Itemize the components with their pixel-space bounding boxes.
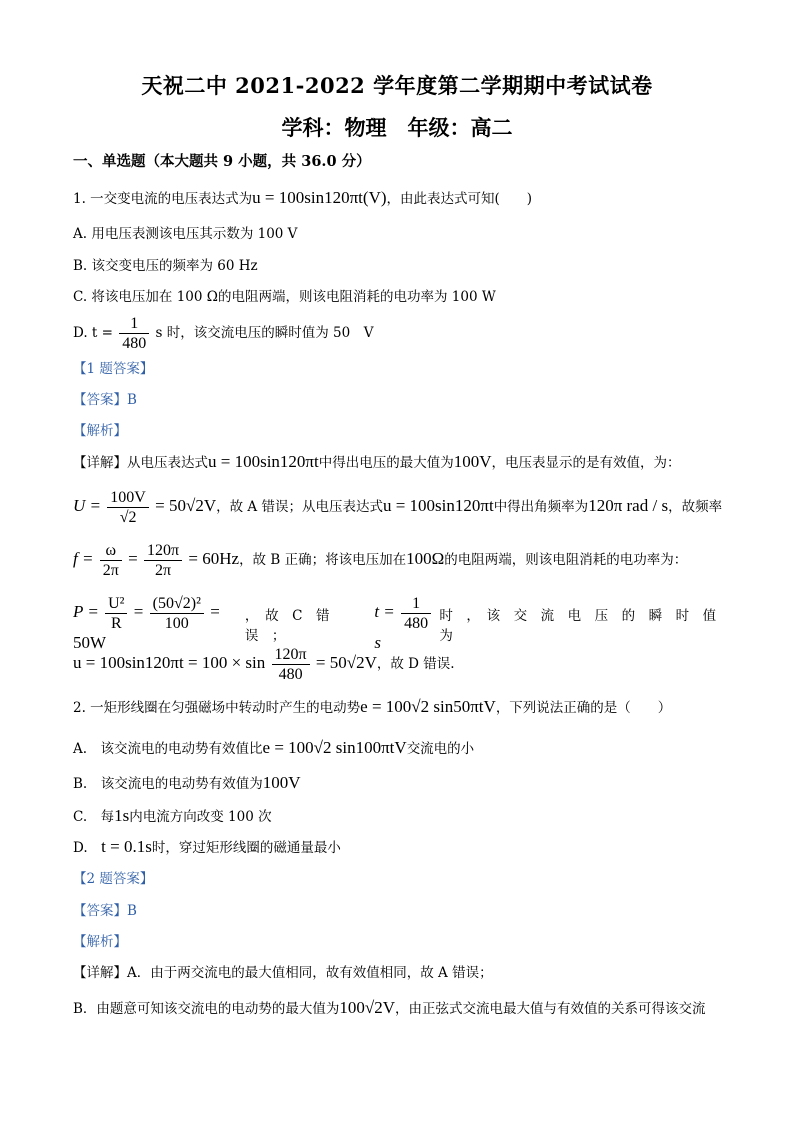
fraction-numerator: 120π bbox=[144, 541, 182, 561]
fraction bbox=[144, 541, 182, 580]
fraction-denominator: 2π bbox=[102, 562, 119, 579]
q1-detail-formula: u = 100sin120πt bbox=[208, 452, 319, 471]
q2-option-text: D. bbox=[73, 840, 102, 856]
q1-detail-text: ，故 B 正确；将该电压加在 bbox=[239, 552, 407, 568]
q1-option-d bbox=[73, 314, 374, 353]
q2-answer-text: 【答案】B bbox=[73, 903, 137, 919]
formula-part: = 60Hz bbox=[188, 549, 240, 568]
q2-option-c bbox=[73, 806, 272, 827]
fraction-denominator: 480 bbox=[122, 335, 147, 352]
q1-detail-line1 bbox=[73, 452, 681, 473]
q1-detail-line3 bbox=[73, 541, 687, 580]
q2-detail-text: B．由题意可知该交流电的电动势的最大值为 bbox=[73, 1001, 340, 1017]
q2-stem-formula: e = 100√2 sin50πtV bbox=[360, 697, 496, 716]
fraction-denominator: 2π bbox=[155, 562, 172, 579]
formula-part: s bbox=[374, 633, 381, 652]
formula-part: P = bbox=[73, 602, 99, 621]
fraction bbox=[272, 645, 310, 684]
q2-detail-text: ，由正弦式交流电最大值与有效值的关系可得该交流 bbox=[395, 1001, 706, 1017]
q1-detail-formula: 100V bbox=[453, 452, 492, 471]
q2-option-a bbox=[73, 738, 474, 759]
fraction-denominator: 100 bbox=[164, 615, 189, 632]
q1-analysis-tag: 【解析】 bbox=[73, 423, 127, 439]
formula-part: 120π rad / s bbox=[588, 496, 669, 515]
q1-option-a: A. 用电压表测该电压其示数为 100 V bbox=[73, 226, 298, 242]
q2-stem bbox=[73, 697, 671, 718]
formula-part: = 50W bbox=[73, 602, 220, 652]
q1-detail-text: 中得出角频率为 bbox=[493, 499, 589, 515]
fraction-denominator: √2 bbox=[119, 509, 137, 526]
q2-option-formula: 100V bbox=[262, 773, 301, 792]
q1-option-c: C. 将该电压加在 100 Ω的电阻两端，则该电阻消耗的电功率为 100 W bbox=[73, 289, 496, 305]
formula-part: f = bbox=[73, 549, 94, 568]
formula-part: t = bbox=[374, 602, 395, 621]
formula-part: U = bbox=[73, 496, 101, 515]
fraction-numerator: 120π bbox=[272, 645, 310, 665]
q2-option-text: 交流电的小 bbox=[406, 741, 475, 757]
q1-stem bbox=[73, 188, 532, 209]
q2-option-b bbox=[73, 773, 301, 794]
fraction-denominator: 480 bbox=[278, 666, 303, 683]
q1-stem-post: ，由此表达式可知( ) bbox=[386, 191, 533, 207]
fraction bbox=[401, 594, 431, 633]
q1-answer-tag: 【1 题答案】 bbox=[73, 361, 154, 377]
formula-part: = 50√2V bbox=[155, 496, 217, 515]
q2-option-text: 时，穿过矩形线圈的磁通量最小 bbox=[151, 840, 341, 856]
q1-stem-formula: u = 100sin120πt(V) bbox=[252, 188, 387, 207]
q1-option-b: B. 该交变电压的频率为 60 Hz bbox=[73, 258, 258, 274]
exam-title: 天祝二中 2021-2022 学年度第二学期期中考试试卷 bbox=[141, 73, 653, 98]
fraction bbox=[100, 541, 122, 580]
section-heading: 一、单选题（本大题共 9 小题，共 36.0 分） bbox=[73, 153, 371, 170]
q1-option-d-post: s 时，该交流电压的瞬时值为 50 V bbox=[155, 325, 374, 341]
q1-detail-text: 的电阻两端，则该电阻消耗的电功率为： bbox=[444, 552, 688, 568]
q2-option-text: 内电流方向改变 100 次 bbox=[129, 809, 272, 825]
q2-option-d bbox=[73, 837, 341, 858]
q1-detail-text: 时 ， 该 交 流 电 压 的 瞬 时 值 为 bbox=[439, 607, 730, 644]
formula-part: u = 100sin120πt = 100 × sin bbox=[73, 653, 266, 672]
exam-subtitle: 学科：物理 年级：高二 bbox=[281, 115, 513, 140]
q1-option-d-pre: D. t = bbox=[73, 325, 113, 341]
q1-detail-text: ，故 A 错误；从电压表达式 bbox=[216, 499, 383, 515]
q2-detail-line2 bbox=[73, 998, 706, 1019]
q1-option-d-fraction bbox=[119, 314, 149, 353]
q2-option-text: C. 每 bbox=[73, 809, 115, 825]
q2-option-formula: t = 0.1s bbox=[101, 837, 152, 856]
q1-detail-text: 【详解】从电压表达式 bbox=[73, 455, 208, 471]
fraction-numerator: 1 bbox=[119, 314, 149, 334]
q2-option-formula: e = 100√2 sin100πtV bbox=[262, 738, 407, 757]
q1-answer-text: 【答案】B bbox=[73, 392, 137, 408]
fraction bbox=[107, 488, 149, 527]
fraction-denominator: R bbox=[110, 615, 122, 632]
formula-part: u = 100sin120πt bbox=[382, 496, 494, 515]
q1-detail-line2 bbox=[73, 488, 722, 527]
fraction-denominator: 480 bbox=[404, 615, 429, 632]
q2-option-formula: 1s bbox=[114, 806, 130, 825]
formula-part: 100Ω bbox=[406, 549, 445, 568]
formula-part: = 50√2V bbox=[315, 653, 377, 672]
q1-detail-text: ，故 D 错误. bbox=[376, 656, 455, 672]
q2-stem-post: ，下列说法正确的是（ ） bbox=[495, 700, 672, 716]
q1-detail-text: ， 故 C 错 误 ； bbox=[244, 607, 343, 644]
q1-answer bbox=[73, 390, 137, 410]
fraction-numerator: 1 bbox=[401, 594, 431, 614]
fraction-numerator: U² bbox=[105, 594, 127, 614]
fraction-numerator: (50√2)² bbox=[150, 594, 204, 614]
q2-answer-tag: 【2 题答案】 bbox=[73, 871, 154, 887]
q2-analysis-tag: 【解析】 bbox=[73, 934, 127, 950]
q1-stem-text: 1. 一交变电流的电压表达式为 bbox=[73, 191, 253, 207]
q1-detail-text: 中得出电压的最大值为 bbox=[318, 455, 454, 471]
fraction-numerator: 100V bbox=[107, 488, 149, 508]
fraction bbox=[105, 594, 127, 633]
fraction-numerator: ω bbox=[100, 541, 122, 561]
formula-part: = bbox=[133, 602, 144, 621]
q1-detail-text: ，故频率 bbox=[668, 499, 723, 515]
q2-stem-text: 2. 一矩形线圈在匀强磁场中转动时产生的电动势 bbox=[73, 700, 361, 716]
fraction bbox=[150, 594, 204, 633]
q2-answer bbox=[73, 901, 137, 921]
q1-detail-line5 bbox=[73, 645, 455, 684]
q2-option-text: A. 该交流电的电动势有效值比 bbox=[73, 741, 263, 757]
q2-detail-line1: 【详解】A．由于两交流电的最大值相同，故有效值相同，故 A 错误； bbox=[73, 965, 493, 981]
q2-option-text: B. 该交流电的电动势有效值为 bbox=[73, 776, 263, 792]
formula-part: = bbox=[128, 549, 138, 568]
q1-detail-text: ，电压表显示的是有效值，为： bbox=[491, 455, 681, 471]
q2-detail-formula: 100√2V bbox=[339, 998, 396, 1017]
